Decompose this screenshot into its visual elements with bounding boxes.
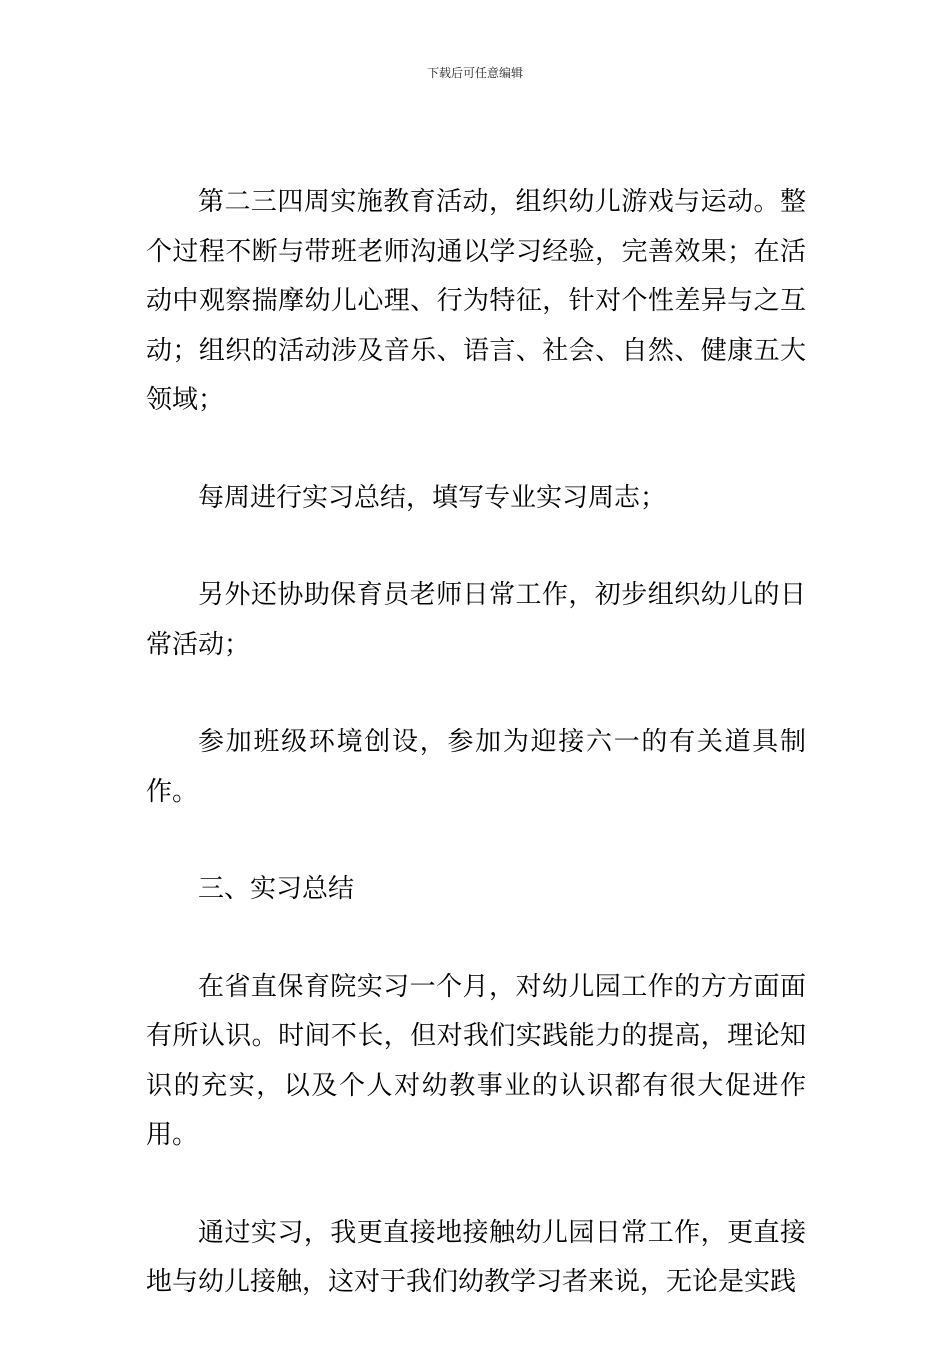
paragraph-activities: 第二三四周实施教育活动，组织幼儿游戏与运动。整个过程不断与带班老师沟通以学习经验，完善效果；在活动中观察揣摩幼儿心理、行为特征，针对个性差异与之互动；组织的活动涉及音乐、语言、社会、自然、健康五大领域； xyxy=(146,187,806,415)
document-body xyxy=(146,178,806,1356)
paragraph-internship-month: 在省直保育院实习一个月，对幼儿园工作的方方面面有所认识。时间不长，但对我们实践能力的提高，理论知识的充实，以及个人对幼教事业的认识都有很大促进作用。 xyxy=(146,971,806,1150)
page-header: 下载后可任意编辑 xyxy=(426,66,523,80)
section-heading-summary: 三、实习总结 xyxy=(198,874,355,904)
paragraph-weekly-summary: 每周进行实习总结，填写专业实习周志； xyxy=(198,482,667,513)
paragraph-assist-teacher: 另外还协助保育员老师日常工作，初步组织幼儿的日常活动； xyxy=(146,580,806,660)
paragraph-through-internship: 通过实习，我更直接地接触幼儿园日常工作，更直接地与幼儿接触，这对于我们幼教学习者来说，无论是实践 xyxy=(146,1217,806,1297)
paragraph-environment: 参加班级环境创设，参加为迎接六一的有关道具制作。 xyxy=(146,727,806,807)
